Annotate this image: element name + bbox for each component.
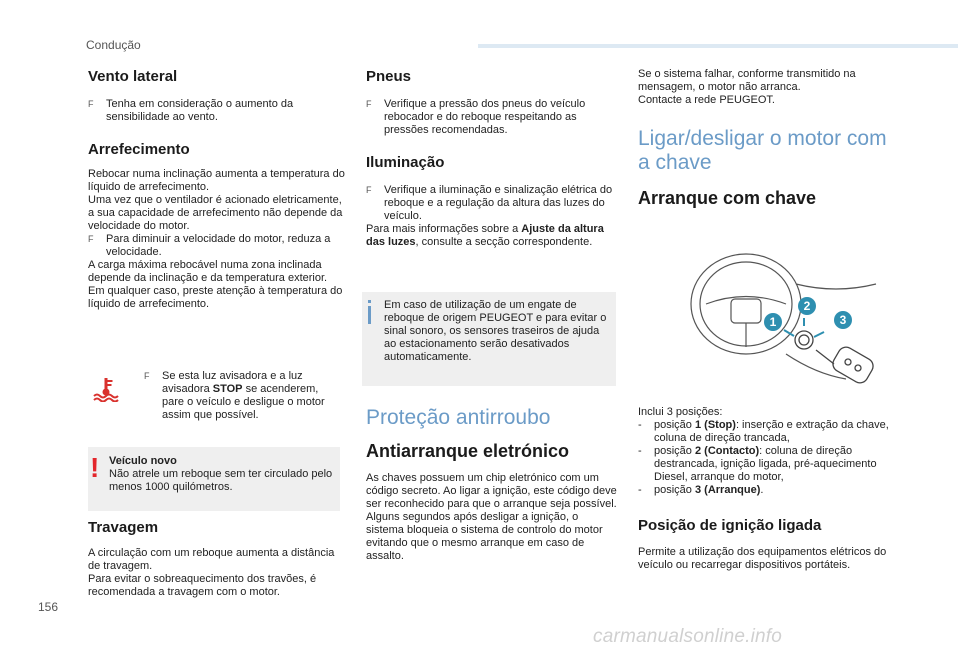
bullet-icon: F [88,99,94,109]
heading-iluminacao: Iluminação [366,154,445,171]
watermark: carmanualsonline.info [593,626,783,647]
heading-arrefecimento: Arrefecimento [88,141,190,158]
bullet-icon: F [366,185,372,195]
text-run: Para mais informações sobre a [366,223,522,235]
paragraph: Contacte a rede PEUGEOT. [638,94,775,106]
paragraph: Rebocar numa inclinação aumenta a temperatura do líquido de arrefecimento. [88,168,345,193]
paragraph: A carga máxima rebocável numa zona inclinada depende da inclinação e da temperatura exterior. [88,259,328,284]
text-run: : inserção e extração da chave, coluna de direção trancada, [654,419,889,444]
paragraph: Se o sistema falhar, conforme transmitido na mensagem, o motor não arranca. [638,68,856,93]
column-3 [638,68,892,209]
bullet-text: Para diminuir a velocidade do motor, reduza a velocidade. [106,233,331,258]
paragraph: Permite a utilização dos equipamentos elétricos do veículo ou recarregar dispositivos portáteis. [638,546,887,571]
heading-arranque-com-chave: Arranque com chave [638,188,817,208]
exclamation-icon: ! [90,452,100,483]
paragraph: A circulação com um reboque aumenta a distância de travagem. [88,547,335,572]
column-2 [366,68,618,249]
heading-pneus: Pneus [366,68,412,85]
list-item [638,419,894,445]
heading-ligar-desligar: Ligar/desligar o motor com a chave [638,127,887,174]
paragraph: Alguns segundos após desligar a ignição, o sistema bloqueia o sistema de controlo do motor evitando que o mesmo arranque em caso de assalto. [366,511,603,562]
dash-marker: - [638,445,642,457]
warning-text: Se esta luz avisadora e a luz avisadora [162,370,303,395]
text-run: posição [654,419,695,431]
bullet-text: Verifique a pressão dos pneus do veículo rebocador e do reboque respeitando as pressões recomendadas. [384,98,586,136]
travagem-section [88,519,346,599]
text-run: : coluna de direção destrancada, ignição ligada, pré-aquecimento Diesel, arranque do motor, [654,445,877,483]
positions-section [638,406,894,572]
heading-vento-lateral: Vento lateral [88,68,178,85]
info-box [362,292,616,386]
bullet-item [88,233,346,259]
heading-posicao-ignicao: Posição de ignição ligada [638,517,822,534]
paragraph: Em qualquer caso, preste atenção à temperatura do líquido de arrefecimento. [88,285,343,310]
warning-bold: STOP [212,383,243,395]
warning-text-block [144,370,340,422]
text-run: . [760,484,764,496]
badge-position-2: 2 [798,297,816,315]
bullet-item [366,184,618,223]
attention-text: Não atrele um reboque sem ter circulado pelo menos 1000 quilómetros. [109,468,333,493]
heading-protecao-antirroubo: Proteção antirroubo [366,406,551,429]
bullet-item [366,98,618,137]
paragraph: As chaves possuem um chip eletrónico com um código secreto. Ao ligar a ignição, este código deve ser reconhecido para que o arranque seja possível. [366,472,617,510]
column-1 [88,68,346,311]
protecao-section [366,406,618,563]
bullet-icon: F [144,371,150,381]
bullet-text: Tenha em consideração o aumento da sensibilidade ao vento. [106,98,294,123]
heading-travagem: Travagem [88,519,159,536]
paragraph [366,223,618,249]
attention-title: Veículo novo [109,455,177,467]
info-text: Em caso de utilização de um engate de reboque de origem PEUGEOT e para evitar o sinal sonoro, os sensores traseiros de ajuda ao estacionamento serão desativados automaticamente. [384,299,607,363]
ignition-illustration [676,244,898,399]
attention-box [88,447,340,511]
header-bar [478,44,958,48]
dash-marker: - [638,419,642,431]
bullet-text: Verifique a iluminação e sinalização elétrica do reboque e a regulação da altura das luzes do veículo. [384,184,613,222]
bullet-item [88,98,346,124]
badge-position-1: 1 [764,313,782,331]
text-bold: Ajuste da altura das luzes [366,223,604,248]
list-item [638,484,894,497]
list-item [638,445,894,484]
page-number: 156 [38,600,59,614]
warning-text: se acenderem, pare o veículo e desligue o motor assim que possível. [162,383,325,421]
bullet-icon: F [366,99,372,109]
info-icon [367,300,370,322]
paragraph: Uma vez que o ventilador é acionado eletricamente, a sua capacidade de arrefecimento não depende da velocidade do motor. [88,194,343,232]
dash-marker: - [638,484,642,496]
text-run: posição [654,445,695,457]
attention-content [109,455,334,494]
text-run: posição [654,484,695,496]
paragraph: Para evitar o sobreaquecimento dos travões, é recomendada a travagem com o motor. [88,573,317,598]
coolant-temperature-icon [92,376,122,407]
bullet-icon: F [88,234,94,244]
paragraph: Inclui 3 posições: [638,406,723,418]
text-run: , consulte a secção correspondente. [415,236,593,248]
bullet-item [144,370,340,422]
text-bold: 2 (Contacto) [694,445,760,457]
heading-antiarranque: Antiarranque eletrónico [366,441,570,461]
text-bold: 1 (Stop) [694,419,736,431]
text-bold: 3 (Arranque) [694,484,761,496]
badge-position-3: 3 [834,311,852,329]
section-header: Condução [86,38,141,52]
